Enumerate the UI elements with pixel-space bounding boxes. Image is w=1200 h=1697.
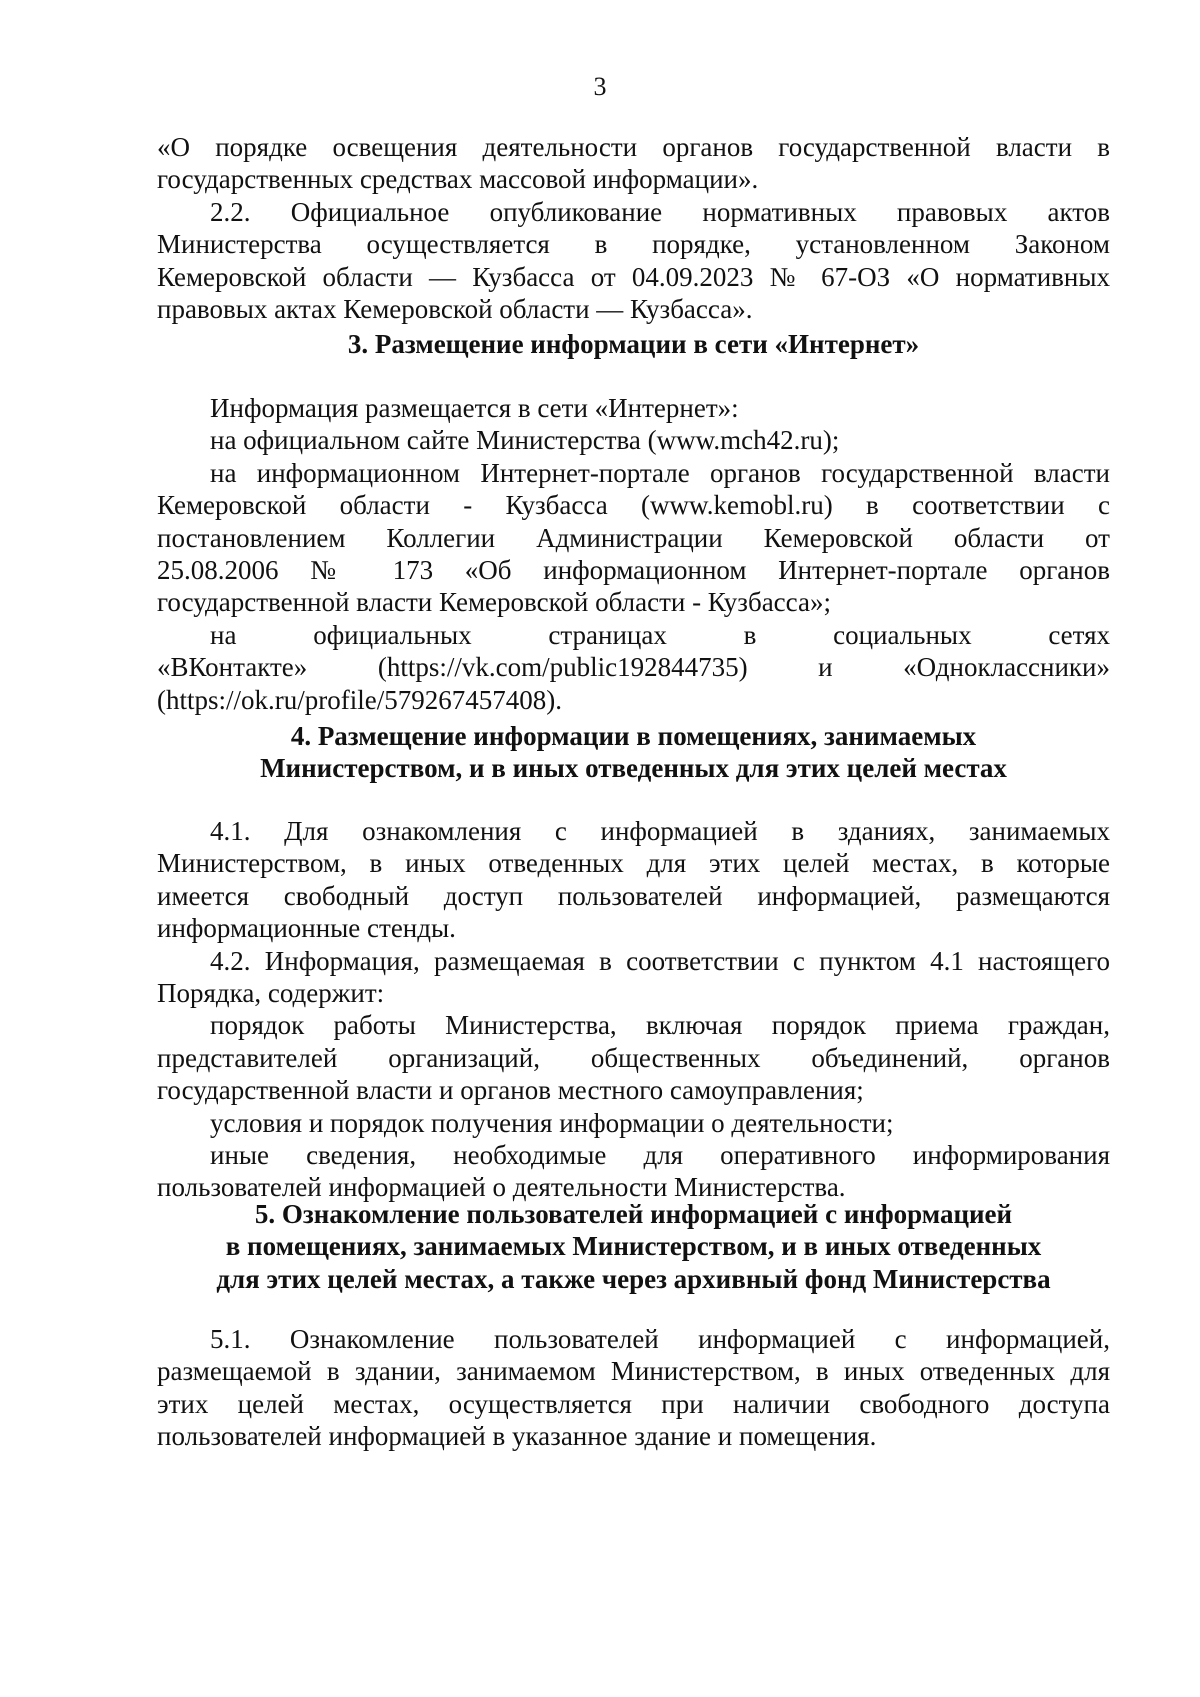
section-5-block: 5.1. Ознакомление пользователей информацией с информацией, размещаемой в здании, занимаемом Министерством, в иных отведенных для этих целей местах, осуществляется при наличии свободного доступа пользователей информацией в указанное здание и помещения. [157,1324,1110,1452]
link-text: на официальном сайте Министерства (www.mch42.ru); [210,425,840,456]
section-3-heading: 3. Размещение информации в сети «Интернет» [347,329,920,359]
paragraph: 2.2. Официальное опубликование нормативных правовых актов Министерства осуществляется в порядке, установленном Законом Кемеровской области — Кузбасса от 04.09.2023 № 67-ОЗ «О нормативных правовых актах Кемеровской области — Кузбасса». [157,196,1110,325]
section-4-heading: 4. Размещение информации в помещениях, занимаемых Министерством, и в иных отведенных для этих целей местах [260,721,1007,784]
paragraph: «О порядке освещения деятельности органов государственной власти в государственных средствах массовой информации». [157,132,1110,195]
section-5-heading: 5. Ознакомление пользователей информацией с информацией в помещениях, занимаемых Министерством, и в иных отведенных для этих целей местах, а также через архивный фонд Министерства [216,1199,1051,1294]
page-number: 3 [593,72,607,101]
section-3-block: Информация размещается в сети «Интернет»: на официальном сайте Министерства (www.mch42.ru); на информационном Интернет-портале органов государственной власти Кемеровской области - Кузбасса (www.kemobl.ru) в соответствии с постановлением Коллегии Администрации Кемеровской области от 25.08.2006 № 173 «Об информационном Интернет-портале органов государственной власти Кемеровской области - Кузбасса»; на официальных страницах в социальных сетях «ВКонтакте» (https://vk.com/public192844735) и «Одноклассники» (https://ok.ru/profile/579267457408). [157,393,1110,715]
section-4-block: 4.1. Для ознакомления с информацией в зданиях, занимаемых Министерством, в иных отведенных для этих целей местах, в которые имеется свободный доступ пользователей информацией, размещаются информационные стенды. 4.2. Информация, размещаемая в соответствии с пунктом 4.1 настоящего Порядка, содержит: порядок работы Министерства, включая порядок приема граждан, представителей организаций, общественных объединений, органов государственной власти и органов местного самоуправления; условия и порядок получения информации о деятельности; иные сведения, необходимые для оперативного информирования пользователей информацией о деятельности Министерства. [157,816,1110,1203]
section-2-block [157,131,1110,325]
